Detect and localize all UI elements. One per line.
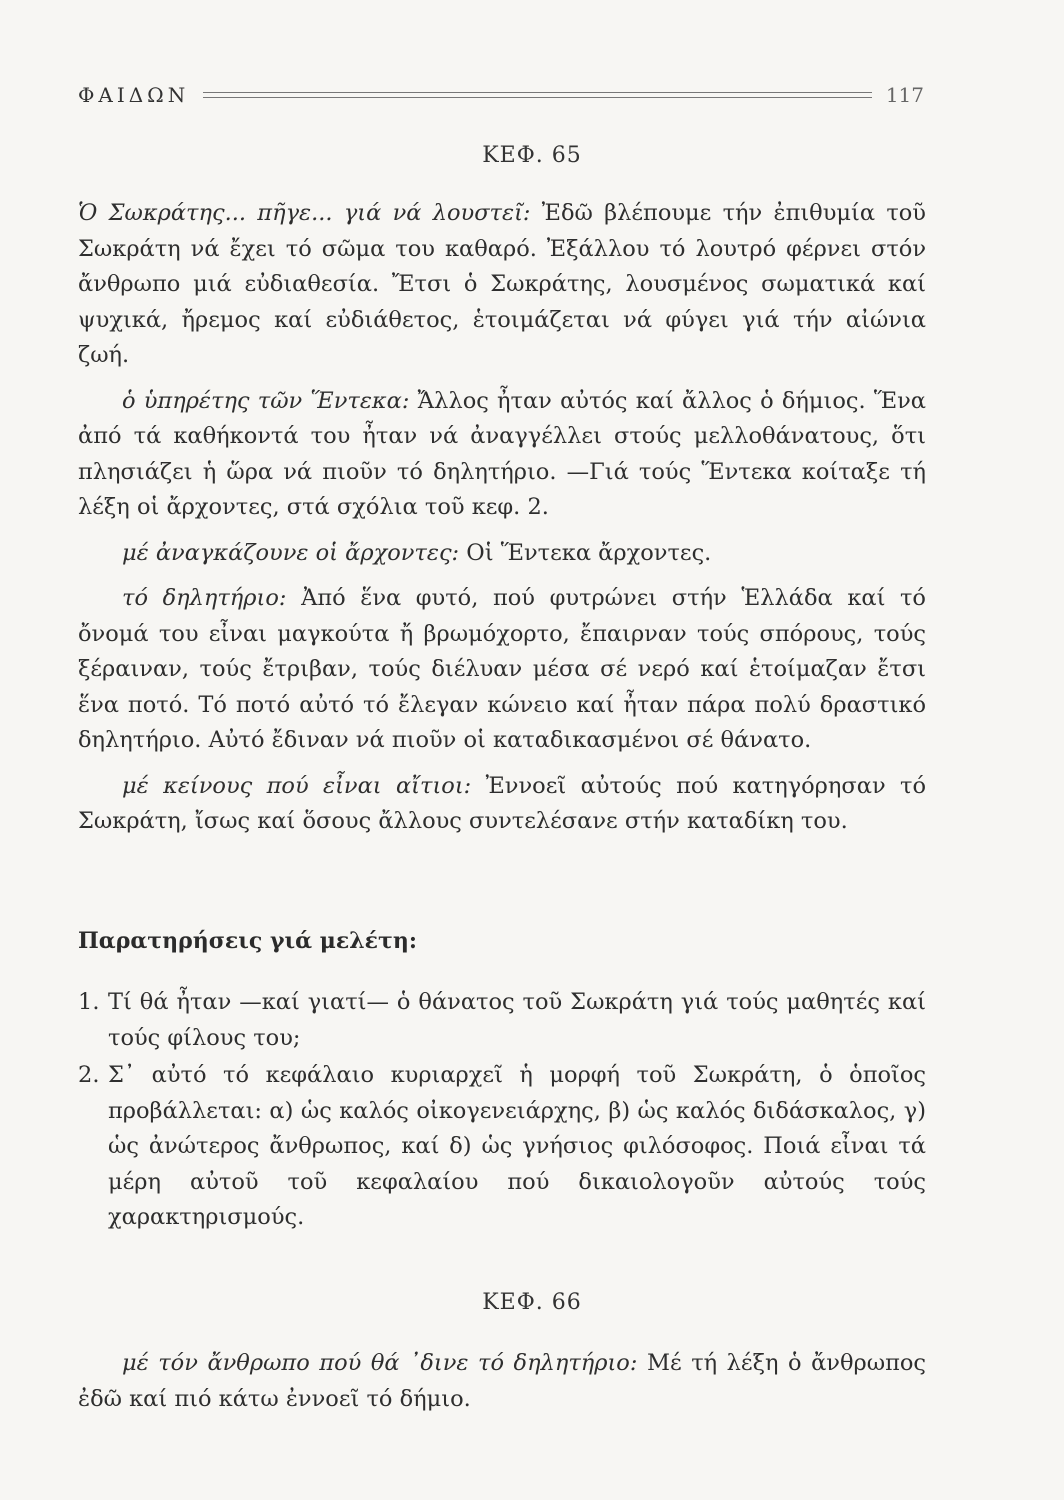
- running-title: ΦΑΙΔΩΝ: [78, 83, 190, 107]
- commentary-entry: [78, 384, 926, 526]
- entry-text: Ἀπό ἕνα φυτό, πού φυτρώνει στήν Ἑλλάδα καί τό ὄνομά του εἶναι μαγκούτα ἤ βρωμόχορτο, ἔπαιρναν τούς σπόρους, τούς ξέραιναν, τούς ἔτριβαν, τούς διέλυαν μέσα σέ νερό καί ἑτοίμαζαν ἔτσι ἕνα ποτό. Τό ποτό αὐτό τό ἔλεγαν κώνειο καί ἦταν πάρα πολύ δραστικό δηλητήριο. Αὐτό ἔδιναν νά πιοῦν οἱ καταδικασμένοι σέ θάνατο.: [78, 585, 926, 753]
- chapter-66-commentary: [78, 1346, 926, 1417]
- entry-text: Μέ τή λέξη ὁ ἄνθρωπος ἐδῶ καί πιό κάτω ἐννοεῖ τό δήμιο.: [78, 1350, 926, 1412]
- entry-lemma: μέ κείνους πού εἶναι αἴτιοι:: [122, 772, 472, 799]
- entry-text: Ἐδῶ βλέπουμε τήν ἐπιθυμία τοῦ Σωκράτη νά ἔχει τό σῶμα του καθαρό. Ἐξάλλου τό λουτρό φέρνει στόν ἄνθρωπο μιά εὐδιαθεσία. Ἔτσι ὁ Σωκράτης, λουσμένος σωματικά καί ψυχικά, ἤρεμος καί εὐδιάθετος, ἑτοιμάζεται νά φύγει γιά τήν αἰώνια ζωή.: [78, 200, 926, 368]
- entry-lemma: μέ τόν ἄνθρωπο πού θά ᾽δινε τό δηλητήριο:: [122, 1350, 638, 1376]
- entry-lemma: ὁ ὑπηρέτης τῶν Ἕντεκα:: [122, 387, 410, 414]
- commentary-entry: [78, 581, 926, 759]
- question-text: Τί θά ἦταν —καί γιατί— ὁ θάνατος τοῦ Σωκράτη γιά τούς μαθητές καί τούς φίλους του;: [108, 989, 926, 1051]
- entry-text: Ἐννοεῖ αὐτούς πού κατηγόρησαν τό Σωκράτη, ἴσως καί ὅσους ἄλλους συντελέσανε στήν καταδίκη του.: [78, 772, 926, 834]
- entry-text: Οἱ Ἕντεκα ἄρχοντες.: [459, 539, 712, 566]
- commentary-entry: [78, 536, 926, 572]
- page-header: [78, 80, 924, 110]
- chapter-heading-65: ΚΕΦ. 65: [482, 143, 582, 168]
- commentary-entry: [78, 769, 926, 840]
- chapter-65-commentary: [78, 196, 926, 840]
- page-number: 117: [885, 83, 924, 107]
- entry-lemma: τό δηλητήριο:: [122, 585, 287, 611]
- study-question: [78, 985, 926, 1056]
- study-questions-list: [78, 985, 926, 1238]
- entry-text: Ἄλλος ἦταν αὐτός καί ἄλλος ὁ δήμιος. Ἕνα ἀπό τά καθήκοντά του ἦταν νά ἀναγγέλλει στούς μελλοθάνατους, ὅτι πλησιάζει ἡ ὥρα νά πιοῦν τό δηλητήριο. —Γιά τούς Ἕντεκα κοίταξε τή λέξη οἱ ἄρχοντες, στά σχόλια τοῦ κεφ. 2.: [78, 387, 927, 520]
- entry-lemma: Ὁ Σωκράτης... πῆγε... γιά νά λουστεῖ:: [78, 200, 531, 226]
- entry-lemma: μέ ἀναγκάζουνε οἱ ἄρχοντες:: [122, 539, 460, 566]
- question-text: Σ᾽ αὐτό τό κεφάλαιο κυριαρχεῖ ἡ μορφή τοῦ Σωκράτη, ὁ ὁποῖος προβάλλεται: α) ὡς καλός οἰκογενειάρχης, β) ὡς καλός διδάσκαλος, γ) ὡς ἀνώτερος ἄνθρωπος, καί δ) ὡς γνήσιος φιλόσοφος. Ποιά εἶναι τά μέρη αὐτοῦ τοῦ κεφαλαίου πού δικαιολογοῦν αὐτούς τούς χαρακτηρισμούς.: [108, 1062, 926, 1230]
- commentary-entry: [78, 196, 926, 374]
- question-number: 2.: [78, 1062, 100, 1088]
- chapter-heading-66: ΚΕΦ. 66: [482, 1290, 582, 1315]
- commentary-entry: [78, 1346, 926, 1417]
- question-number: 1.: [78, 989, 100, 1015]
- study-notes-heading: Παρατηρήσεις γιά μελέτη:: [78, 928, 417, 954]
- study-question: [78, 1058, 926, 1236]
- header-rule: [203, 92, 872, 98]
